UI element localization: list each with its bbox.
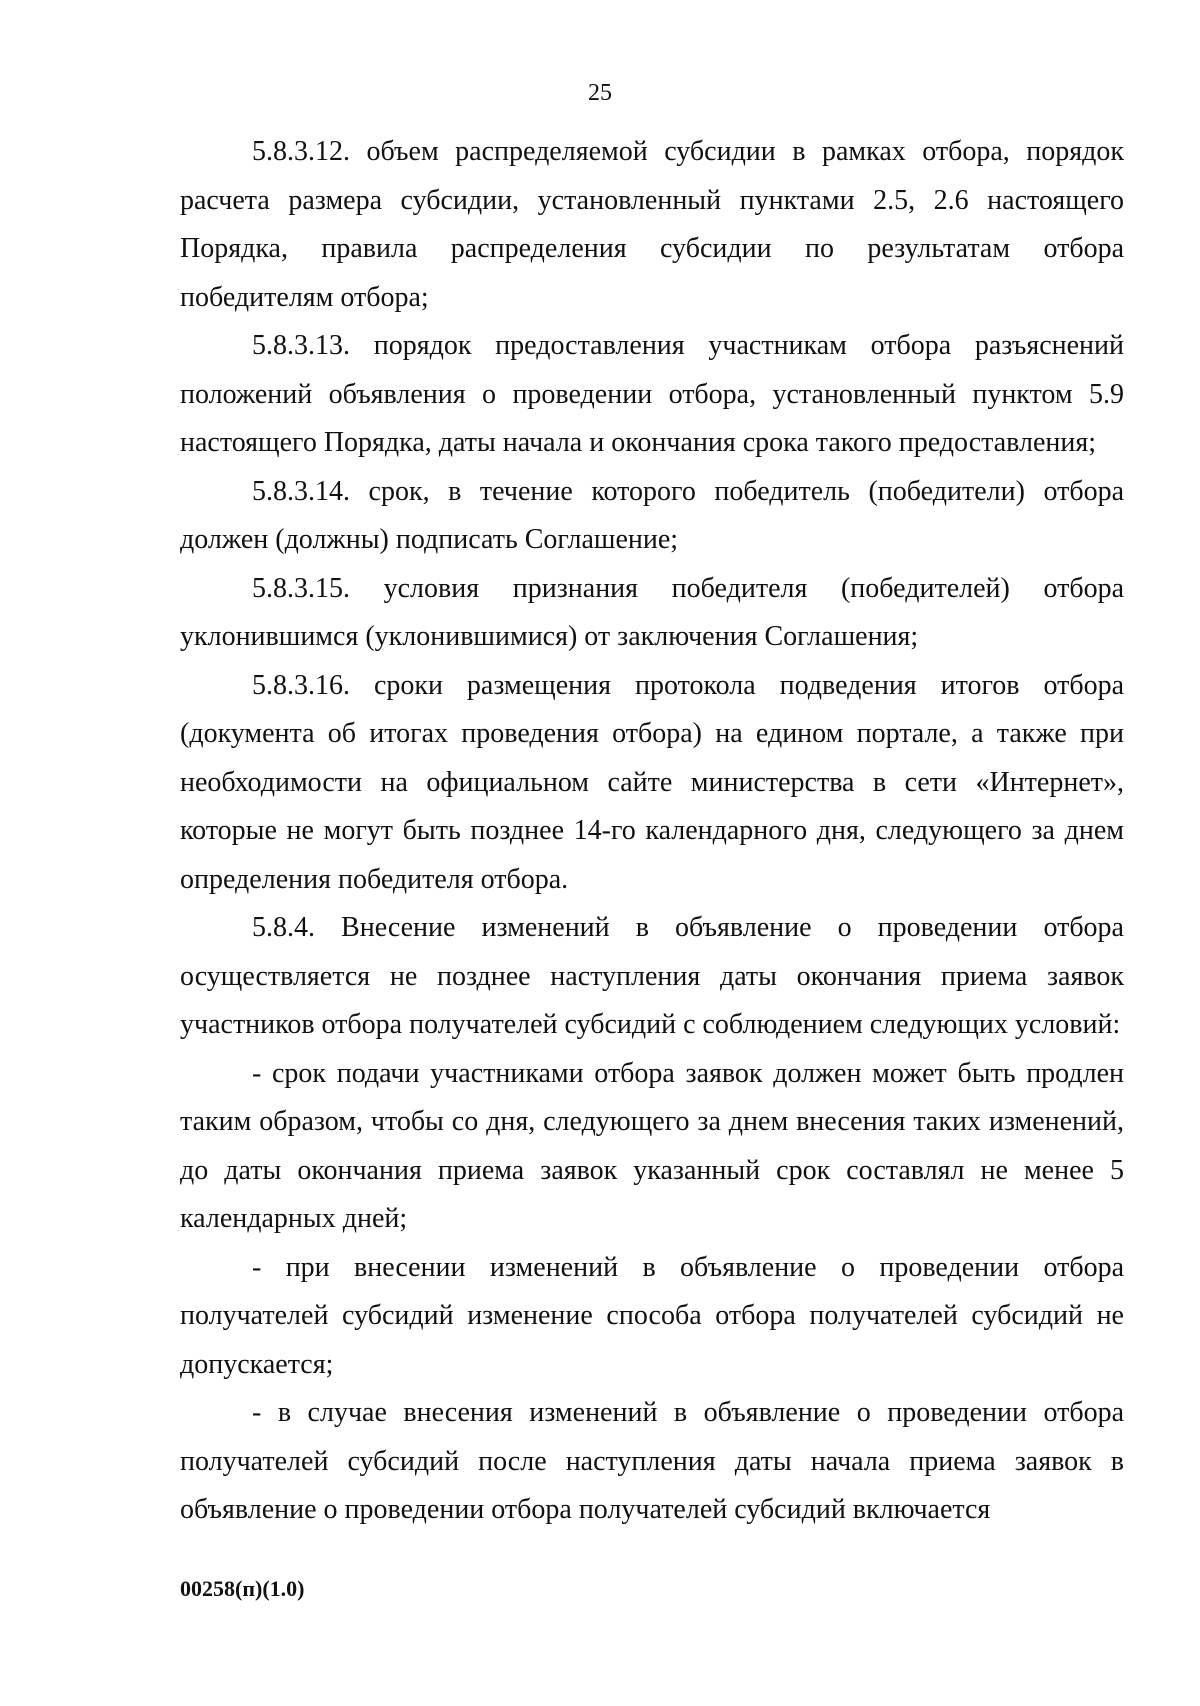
paragraph-5-8-3-13: 5.8.3.13. порядок предоставления участникам отбора разъяснений положений объявления о проведении отбора, установленный пунктом 5.9 настоящего Порядка, даты начала и окончания срока такого предоставления; [180, 330, 1124, 458]
list-item-after-start: - в случае внесения изменений в объявление о проведении отбора получателей субсидий после наступления даты начала приема заявок в объявление о проведении отбора получателей субсидий включается [180, 1397, 1124, 1525]
list-item-method-change: - при внесении изменений в объявление о проведении отбора получателей субсидий изменение способа отбора получателей субсидий не допускается; [180, 1251, 1124, 1380]
document-code: 00258(п)(1.0) [180, 1576, 305, 1601]
paragraph-5-8-3-12: 5.8.3.12. объем распределяемой субсидии в рамках отбора, порядок расчета размера субсидии, установленный пунктами 2.5, 2.6 настоящего Порядка, правила распределения субсидии по результатам отбора победителям отбора; [180, 136, 1124, 313]
paragraph-5-8-3-15: 5.8.3.15. условия признания победителя (победителей) отбора уклонившимся (уклонившимися) от заключения Соглашения; [180, 572, 1124, 652]
paragraph-5-8-4: 5.8.4. Внесение изменений в объявление о проведении отбора осуществляется не позднее наступления даты окончания приема заявок участников отбора получателей субсидий с соблюдением следующих условий: [180, 912, 1124, 1040]
page-number: 25 [588, 80, 612, 106]
document-body [180, 128, 1124, 1535]
list-item-deadline-extension: - срок подачи участниками отбора заявок должен может быть продлен таким образом, чтобы со дня, следующего за днем внесения таких изменений, до даты окончания приема заявок указанный срок составлял не менее 5 календарных дней; [180, 1057, 1124, 1234]
paragraph-5-8-3-14: 5.8.3.14. срок, в течение которого победитель (победители) отбора должен (должны) подписать Соглашение; [180, 475, 1124, 555]
paragraph-5-8-3-16: 5.8.3.16. сроки размещения протокола подведения итогов отбора (документа об итогах проведения отбора) на едином портале, а также при необходимости на официальном сайте министерства в сети «Интернет», которые не могут быть позднее 14-го календарного дня, следующего за днем определения победителя отбора. [180, 669, 1124, 895]
